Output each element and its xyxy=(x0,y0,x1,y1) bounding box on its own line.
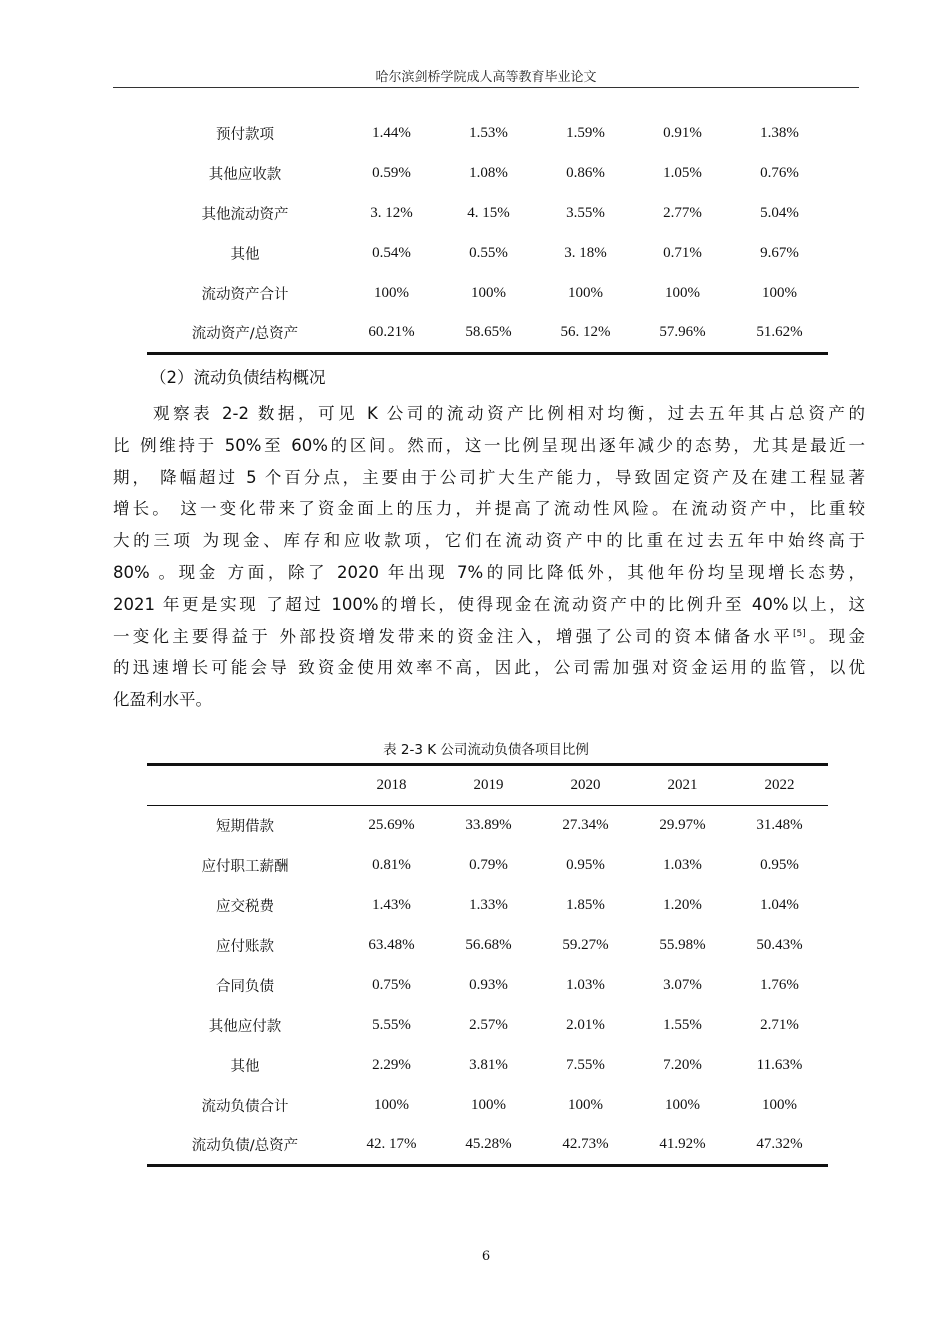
row-label: 流动负债合计 xyxy=(201,1099,289,1115)
cell-value: 41.92% xyxy=(634,1126,731,1166)
row-label: 其他流动资产 xyxy=(201,206,289,223)
cell-value: 0.55% xyxy=(469,244,508,261)
year-header: 2020 xyxy=(537,765,634,806)
cell-value: 3. 12% xyxy=(370,204,413,221)
cell-value: 100% xyxy=(762,1097,797,1113)
row-label: 其他应收款 xyxy=(208,166,282,183)
row-label: 其他应付款 xyxy=(208,1019,282,1035)
cell-value: 2.71% xyxy=(760,1017,799,1033)
row-label: 应交税费 xyxy=(216,899,274,915)
cell-value: 0.95% xyxy=(760,857,799,873)
table-row xyxy=(147,193,828,233)
cell-value: 100% xyxy=(568,284,603,301)
table-row xyxy=(147,233,828,273)
header-divider xyxy=(113,87,859,88)
paragraph-line: 2021 年更是实现 了超过 100%的增长，使得现金在流动资产中的比例升至 40%以上，这 xyxy=(113,594,865,614)
table-row xyxy=(147,1086,828,1126)
cell-value: 59.27% xyxy=(562,937,609,953)
cell-value: 11.63% xyxy=(756,1057,803,1073)
table-row xyxy=(147,113,828,153)
row-label: 流动负债/总资产 xyxy=(147,1126,343,1166)
cell-value: 1.85% xyxy=(566,897,605,913)
cell-value: 100% xyxy=(762,284,797,301)
cell-value: 5.04% xyxy=(760,204,799,221)
table-row xyxy=(147,926,828,966)
cell-value: 1.38% xyxy=(760,124,799,141)
cell-value: 2.77% xyxy=(663,204,702,221)
cell-value: 7.55% xyxy=(566,1057,605,1073)
cell-value: 0.86% xyxy=(566,164,605,181)
cell-value: 0.79% xyxy=(469,857,508,873)
cell-value: 0.54% xyxy=(372,244,411,261)
cell-value: 56. 12% xyxy=(537,313,634,353)
cell-value: 1.76% xyxy=(760,977,799,993)
row-label: 预付款项 xyxy=(216,126,274,143)
cell-value: 1.44% xyxy=(372,124,411,141)
header-empty-cell xyxy=(147,765,343,806)
cell-value: 0.93% xyxy=(469,977,508,993)
running-header: 哈尔滨剑桥学院成人高等教育毕业论文 xyxy=(375,70,597,85)
year-header: 2019 xyxy=(440,765,537,806)
cell-value: 0.91% xyxy=(663,124,702,141)
cell-value: 31.48% xyxy=(756,817,803,834)
cell-value: 1.20% xyxy=(663,897,702,913)
cell-value: 1.59% xyxy=(566,124,605,141)
paragraph-line: 观察表 2-2 数据，可见 K 公司的流动资产比例相对均衡，过去五年其占总资产的 xyxy=(153,404,865,423)
citation-reference[interactable]: [5] xyxy=(793,628,806,639)
current-assets-table-continued xyxy=(147,113,828,355)
cell-value: 100% xyxy=(374,1097,409,1113)
current-liabilities-table xyxy=(147,763,828,1167)
paragraph-line: 比 例维持于 50%至 60%的区间。然而，这一比例呈现出逐年减少的态势，尤其是最近一 xyxy=(113,435,865,455)
cell-value: 27.34% xyxy=(562,817,609,834)
cell-value: 1.05% xyxy=(663,164,702,181)
cell-value: 50.43% xyxy=(756,937,803,953)
cell-value: 2.01% xyxy=(566,1017,605,1033)
cell-value: 100% xyxy=(374,284,409,301)
table-row xyxy=(147,1126,828,1166)
cell-value: 47.32% xyxy=(731,1126,828,1166)
paragraph-line: 期， 降幅超过 5 个百分点，主要由于公司扩大生产能力，导致固定资产及在建工程显著 xyxy=(113,467,865,487)
cell-value: 3. 18% xyxy=(564,244,607,261)
table-row xyxy=(147,806,828,846)
cell-value: 60.21% xyxy=(343,313,440,353)
row-label: 应付职工薪酬 xyxy=(201,859,289,875)
table-row xyxy=(147,273,828,313)
paragraph-line-text: 一变化主要得益于 外部投资增发带来的资金注入，增强了公司的资本储备水平 xyxy=(113,626,793,646)
cell-value: 1.53% xyxy=(469,124,508,141)
cell-value: 100% xyxy=(471,284,506,301)
table-header-row xyxy=(147,765,828,806)
row-label: 应付账款 xyxy=(216,939,274,955)
paragraph-line xyxy=(113,621,865,653)
cell-value: 25.69% xyxy=(368,817,415,834)
year-header: 2022 xyxy=(731,765,828,806)
table-row xyxy=(147,966,828,1006)
cell-value: 51.62% xyxy=(731,313,828,353)
cell-value: 42. 17% xyxy=(343,1126,440,1166)
table-row xyxy=(147,153,828,193)
paragraph-line: 化盈利水平。 xyxy=(113,690,212,710)
row-label: 其他 xyxy=(230,246,260,263)
cell-value: 0.71% xyxy=(663,244,702,261)
row-label: 流动资产合计 xyxy=(201,286,289,303)
cell-value: 2.57% xyxy=(469,1017,508,1033)
cell-value: 2.29% xyxy=(372,1057,411,1073)
table-row xyxy=(147,1006,828,1046)
cell-value: 0.76% xyxy=(760,164,799,181)
cell-value: 4. 15% xyxy=(467,204,510,221)
cell-value: 3.55% xyxy=(566,204,605,221)
cell-value: 29.97% xyxy=(659,817,706,834)
cell-value: 9.67% xyxy=(760,244,799,261)
cell-value: 58.65% xyxy=(440,313,537,353)
body-paragraph xyxy=(113,398,865,716)
cell-value: 0.59% xyxy=(372,164,411,181)
row-label: 短期借款 xyxy=(216,819,274,836)
cell-value: 3.07% xyxy=(663,977,702,993)
cell-value: 0.95% xyxy=(566,857,605,873)
year-header: 2018 xyxy=(343,765,440,806)
cell-value: 100% xyxy=(665,1097,700,1113)
cell-value: 3.81% xyxy=(469,1057,508,1073)
cell-value: 7.20% xyxy=(663,1057,702,1073)
row-label: 流动资产/总资产 xyxy=(147,313,343,353)
cell-value: 1.55% xyxy=(663,1017,702,1033)
cell-value: 57.96% xyxy=(634,313,731,353)
paragraph-line: 增长。 这一变化带来了资金面上的压力，并提高了流动性风险。在流动资产中，比重较 xyxy=(113,499,865,519)
section-heading: （2）流动负债结构概况 xyxy=(150,368,326,387)
table-row xyxy=(147,886,828,926)
paragraph-line: 的迅速增长可能会导 致资金使用效率不高，因此，公司需加强对资金运用的监管，以优 xyxy=(113,658,865,678)
table-caption: 表 2-3 K 公司流动负债各项目比例 xyxy=(383,742,589,758)
cell-value: 1.03% xyxy=(663,857,702,873)
cell-value: 100% xyxy=(568,1097,603,1113)
table-row xyxy=(147,1046,828,1086)
cell-value: 1.43% xyxy=(372,897,411,913)
row-label: 其他 xyxy=(230,1059,260,1075)
cell-value: 63.48% xyxy=(368,937,415,953)
cell-value: 100% xyxy=(471,1097,506,1113)
cell-value: 5.55% xyxy=(372,1017,411,1033)
year-header: 2021 xyxy=(634,765,731,806)
cell-value: 1.33% xyxy=(469,897,508,913)
cell-value: 33.89% xyxy=(465,817,512,834)
paragraph-line-tail: 。现金 xyxy=(805,626,865,646)
table-row xyxy=(147,313,828,353)
table-row xyxy=(147,846,828,886)
cell-value: 1.03% xyxy=(566,977,605,993)
paragraph-line: 80% 。现金 方面，除了 2020 年出现 7%的同比降低外，其他年份均呈现增长态势， xyxy=(113,562,865,582)
cell-value: 45.28% xyxy=(440,1126,537,1166)
cell-value: 56.68% xyxy=(465,937,512,953)
paragraph-line: 大的三项 为现金、库存和应收款项，它们在流动资产中的比重在过去五年中始终高于 xyxy=(113,531,865,551)
cell-value: 1.08% xyxy=(469,164,508,181)
cell-value: 1.04% xyxy=(760,897,799,913)
cell-value: 42.73% xyxy=(537,1126,634,1166)
row-label: 合同负债 xyxy=(216,979,274,995)
cell-value: 0.81% xyxy=(372,857,411,873)
page-number: 6 xyxy=(481,1249,491,1264)
cell-value: 55.98% xyxy=(659,937,706,953)
cell-value: 0.75% xyxy=(372,977,411,993)
cell-value: 100% xyxy=(665,284,700,301)
